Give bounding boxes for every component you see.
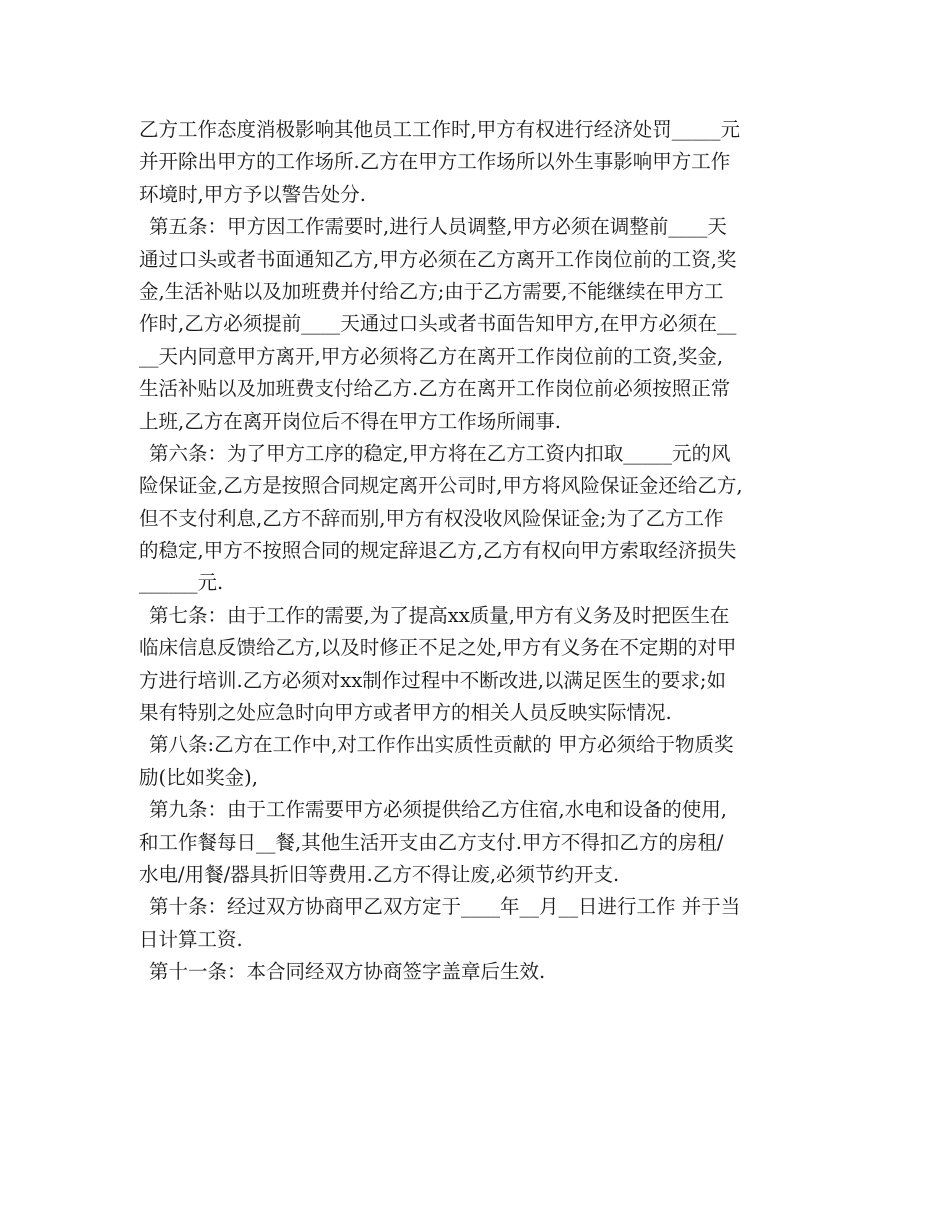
text-line: ______元.	[139, 571, 224, 595]
text-line: 通过口头或者书面通知乙方,甲方必须在乙方离开工作岗位前的工资,奖	[139, 247, 737, 271]
text-line: 果有特别之处应急时向甲方或者甲方的相关人员反映实际情况.	[139, 701, 672, 725]
text-line: 并开除出甲方的工作场所.乙方在甲方工作场所以外生事影响甲方工作	[139, 150, 731, 174]
text-line: 临床信息反馈给乙方,以及时修正不足之处,甲方有义务在不定期的对甲	[139, 636, 737, 660]
text-line: __天内同意甲方离开,甲方必须将乙方在离开工作岗位前的工资,奖金,	[139, 344, 724, 368]
clause-11-heading-line: 第十一条：本合同经双方协商签字盖章后生效.	[149, 960, 546, 984]
text-line: 水电/用餐/器具折旧等费用.乙方不得让废,必须节约开支.	[139, 862, 620, 886]
document-body	[139, 114, 819, 989]
clause-8-heading-line: 第八条:乙方在工作中,对工作作出实质性贡献的 甲方必须给于物质奖	[149, 733, 734, 757]
text-line: 乙方工作态度消极影响其他员工工作时,甲方有权进行经济处罚_____元	[139, 118, 740, 141]
text-line: 上班,乙方在离开岗位后不得在甲方工作场所闹事.	[139, 409, 561, 433]
text-line: 但不支付利息,乙方不辞而别,甲方有权没收风险保证金;为了乙方工作	[139, 506, 724, 530]
text-line: 励(比如奖金),	[139, 765, 258, 789]
clause-5-heading-line: 第五条：甲方因工作需要时,进行人员调整,甲方必须在调整前____天	[149, 215, 727, 239]
clause-7-heading-line: 第七条：由于工作的需要,为了提高xx质量,甲方有义务及时把医生在	[149, 603, 730, 627]
clause-6-heading-line: 第六条：为了甲方工序的稳定,甲方将在乙方工资内扣取_____元的风	[149, 441, 731, 465]
clause-10-heading-line: 第十条：经过双方协商甲乙双方定于____年__月__日进行工作 并于当	[149, 895, 741, 919]
text-line: 作时,乙方必须提前____天通过口头或者书面告知甲方,在甲方必须在__	[139, 312, 737, 336]
text-line: 日计算工资.	[139, 927, 243, 951]
clause-9-heading-line: 第九条：由于工作需要甲方必须提供给乙方住宿,水电和设备的使用,	[149, 798, 727, 822]
text-line: 环境时,甲方予以警告处分.	[139, 182, 366, 206]
text-line: 方进行培训.乙方必须对xx制作过程中不断改进,以满足医生的要求;如	[139, 668, 726, 692]
text-line: 的稳定,甲方不按照合同的规定辞退乙方,乙方有权向甲方索取经济损失	[139, 539, 737, 563]
text-line: 生活补贴以及加班费支付给乙方.乙方在离开工作岗位前必须按照正常	[139, 377, 731, 401]
text-line: 险保证金,乙方是按照合同规定离开公司时,甲方将风险保证金还给乙方,	[139, 474, 743, 498]
text-line: 和工作餐每日__餐,其他生活开支由乙方支付.甲方不得扣乙方的房租/	[139, 830, 724, 854]
text-line: 金,生活补贴以及加班费并付给乙方;由于乙方需要,不能继续在甲方工	[139, 279, 724, 303]
